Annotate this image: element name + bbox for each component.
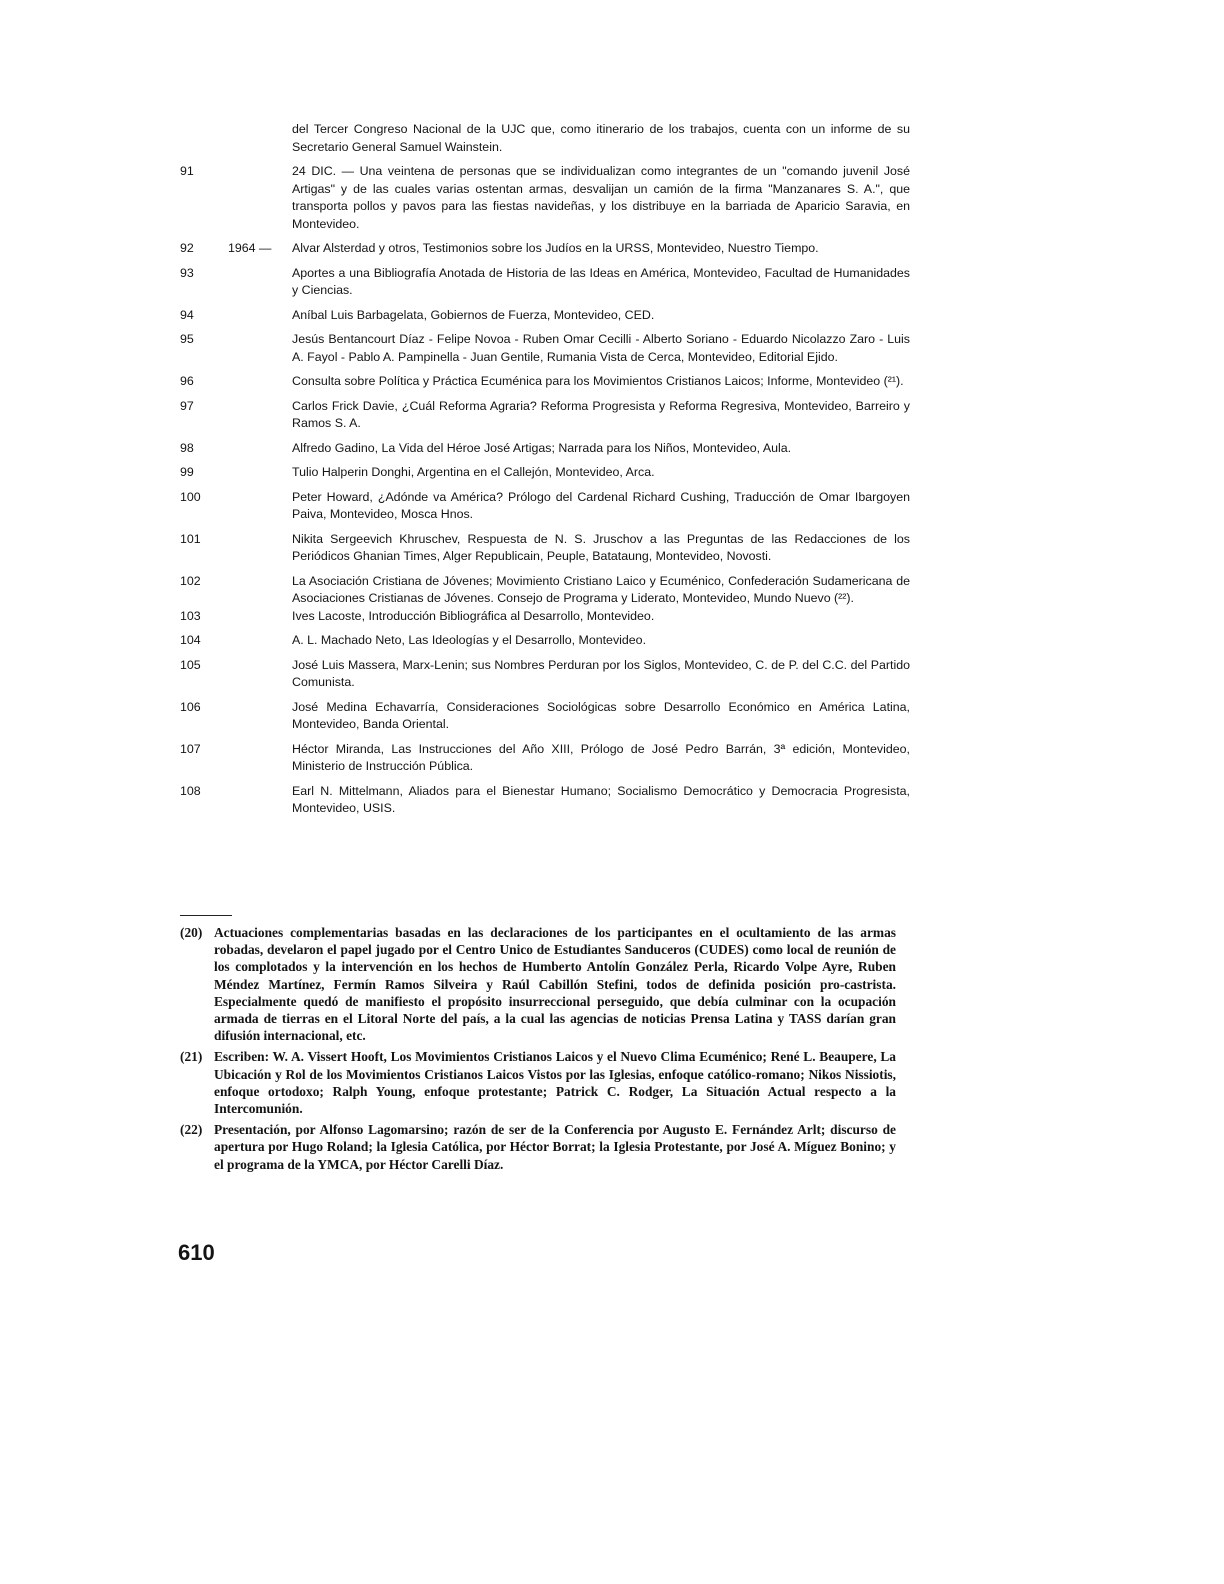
entry-101: [150, 531, 910, 566]
footnote-mark: (21): [180, 1049, 203, 1065]
entry-105: [150, 657, 910, 692]
entry-93: [150, 265, 910, 300]
entry-103: [150, 608, 910, 626]
entry-text: Alfredo Gadino, La Vida del Héroe José Artigas; Narrada para los Niños, Montevideo, Aula.: [292, 440, 792, 455]
entry-97: [150, 398, 910, 433]
entry-94: [150, 307, 910, 325]
entry-number: 94: [180, 307, 194, 322]
footnote-20: [180, 924, 896, 1044]
footnote-22: [180, 1121, 896, 1173]
entry-102: [150, 573, 910, 608]
entry-99: [150, 464, 910, 482]
entry-text: del Tercer Congreso Nacional de la UJC que, como itinerario de los trabajos, cuenta con un informe de su Secretario General Samuel Wainstein.: [292, 122, 910, 154]
chronology-list: [150, 121, 910, 825]
entry-number: 95: [180, 332, 194, 346]
entry-number: 104: [180, 633, 201, 647]
entry-text: José Medina Echavarría, Consideraciones Sociológicas sobre Desarrollo Económico en América Latina, Montevideo, Banda Oriental.: [292, 699, 910, 731]
entry-107: [150, 741, 910, 776]
entry-text: Nikita Sergeevich Khruschev, Respuesta de N. S. Jruschov a las Preguntas de las Redacciones de los Periódicos Ghanian Times, Alger Republicain, Peuple, Batataung, Montevideo, Novosti.: [292, 531, 910, 563]
entry-number: 105: [180, 657, 201, 672]
entry-98: [150, 440, 910, 458]
entry-text: La Asociación Cristiana de Jóvenes; Movimiento Cristiano Laico y Ecuménico, Confederación Sudamericana de Asociaciones Cristianas de Jóvenes. Consejo de Programa y Liderato, Montevideo, Mundo Nuevo (²²).: [292, 573, 910, 605]
entry-text: Aportes a una Bibliografía Anotada de Historia de las Ideas en América, Montevideo, Facultad de Humanidades y Ciencias.: [292, 265, 910, 297]
entry-text: Héctor Miranda, Las Instrucciones del Año XIII, Prólogo de José Pedro Barrán, 3ª edición, Montevideo, Ministerio de Instrucción Pública.: [292, 741, 910, 773]
entry-104: [150, 632, 910, 650]
entry-number: 108: [180, 783, 201, 798]
entry-text: Ives Lacoste, Introducción Bibliográfica al Desarrollo, Montevideo.: [292, 608, 655, 623]
entry-number: 103: [180, 608, 201, 623]
entry-text: A. L. Machado Neto, Las Ideologías y el Desarrollo, Montevideo.: [292, 633, 647, 647]
entry-number: 97: [180, 398, 194, 413]
entry-year: 1964 —: [228, 241, 272, 255]
entry-96: [150, 373, 910, 391]
entry-95: [150, 331, 910, 366]
entry-number: 96: [180, 374, 194, 388]
entry-text: Jesús Bentancourt Díaz - Felipe Novoa - Ruben Omar Cecilli - Alberto Soriano - Eduardo Nicolazzo Zaro - Luis A. Fayol - Pablo A. Pampinella - Juan Gentile, Rumania Vista de Cerca, Montevideo, Editorial Ejido.: [292, 332, 910, 364]
entry-100: [150, 489, 910, 524]
entry-text: Alvar Alsterdad y otros, Testimonios sobre los Judíos en la URSS, Montevideo, Nuestro Tiempo.: [292, 241, 819, 255]
entry-number: 92: [180, 241, 194, 255]
entry-text: José Luis Massera, Marx-Lenin; sus Nombres Perduran por los Siglos, Montevideo, C. de P. del C.C. del Partido Comunista.: [292, 657, 910, 689]
entry-continuation: [150, 121, 910, 156]
footnote-mark: (20): [180, 925, 203, 940]
entry-number: 101: [180, 531, 201, 546]
footnotes: [180, 924, 896, 1177]
entry-text: 24 DIC. — Una veintena de personas que se individualizan como integrantes de un "comando juvenil José Artigas" y de las cuales varias ostentan armas, desvalijan un camión de la firma "Manzanares S. A.", que transporta pollos y pavos para las fiestas navideñas, y los distribuye en la barriada de Aparicio Saravia, en Montevideo.: [292, 164, 910, 231]
entry-92: [150, 240, 910, 258]
footnote-text: Escriben: W. A. Vissert Hooft, Los Movimientos Cristianos Laicos y el Nuevo Clima Ecuménico; René L. Beaupere, La Ubicación y Rol de los Movimientos Cristianos Laicos Vistos por las Iglesias, enfoque católico-romano; Nikos Nissiotis, enfoque ortodoxo; Ralph Young, enfoque protestante; Patrick C. Rodger, La Situación Actual respecto a la Intercomunión.: [214, 1049, 896, 1117]
footnote-text: Actuaciones complementarias basadas en las declaraciones de los participantes en el ocultamiento de las armas robadas, develaron el papel jugado por el Centro Unico de Estudiantes Sanduceros (CUDES) como local de reunión de los complotados y la intervención en los hechos de Humberto Antolín González Perla, Ricardo Volpe Ayre, Ruben Méndez Martínez, Fermín Ramos Silveira y Raúl Cabillón Stefini, todos de definida posición pro-castrista. Especialmente quedó de manifiesto el propósito insurreccional perseguido, que debía culminar con la ocupación armada de tierras en el Litoral Norte del país, a la cual las agencias de noticias Prensa Latina y TASS darían gran difusión internacional, etc.: [214, 925, 896, 1044]
entry-text: Consulta sobre Política y Práctica Ecuménica para los Movimientos Cristianos Laicos; Informe, Montevideo (²¹).: [292, 374, 904, 388]
entry-text: Earl N. Mittelmann, Aliados para el Bienestar Humano; Socialismo Democrático y Democracia Progresista, Montevideo, USIS.: [292, 783, 910, 815]
entry-number: 102: [180, 573, 201, 588]
entry-number: 107: [180, 741, 201, 756]
entry-number: 106: [180, 699, 201, 714]
entry-text: Aníbal Luis Barbagelata, Gobiernos de Fuerza, Montevideo, CED.: [292, 307, 655, 322]
entry-108: [150, 783, 910, 818]
entry-number: 93: [180, 265, 194, 280]
footnote-text: Presentación, por Alfonso Lagomarsino; razón de ser de la Conferencia por Augusto E. Fernández Arlt; discurso de apertura por Hugo Roland; la Iglesia Católica, por Héctor Borrat; la Iglesia Protestante, por José A. Míguez Bonino; y el programa de la YMCA, por Héctor Carelli Díaz.: [214, 1122, 896, 1172]
footnote-mark: (22): [180, 1122, 203, 1138]
entry-number: 91: [180, 164, 194, 178]
entry-106: [150, 699, 910, 734]
footnote-21: [180, 1048, 896, 1117]
entry-text: Peter Howard, ¿Adónde va América? Prólogo del Cardenal Richard Cushing, Traducción de Omar Ibargoyen Paiva, Montevideo, Mosca Hnos.: [292, 489, 910, 521]
entry-text: Tulio Halperin Donghi, Argentina en el Callejón, Montevideo, Arca.: [292, 465, 655, 479]
entry-number: 98: [180, 440, 194, 455]
entry-number: 99: [180, 465, 194, 479]
entry-91: [150, 163, 910, 233]
entry-number: 100: [180, 489, 201, 504]
page-number: 610: [178, 1240, 215, 1265]
entry-text: Carlos Frick Davie, ¿Cuál Reforma Agraria? Reforma Progresista y Reforma Regresiva, Montevideo, Barreiro y Ramos S. A.: [292, 398, 910, 430]
footnote-divider: [180, 915, 232, 916]
